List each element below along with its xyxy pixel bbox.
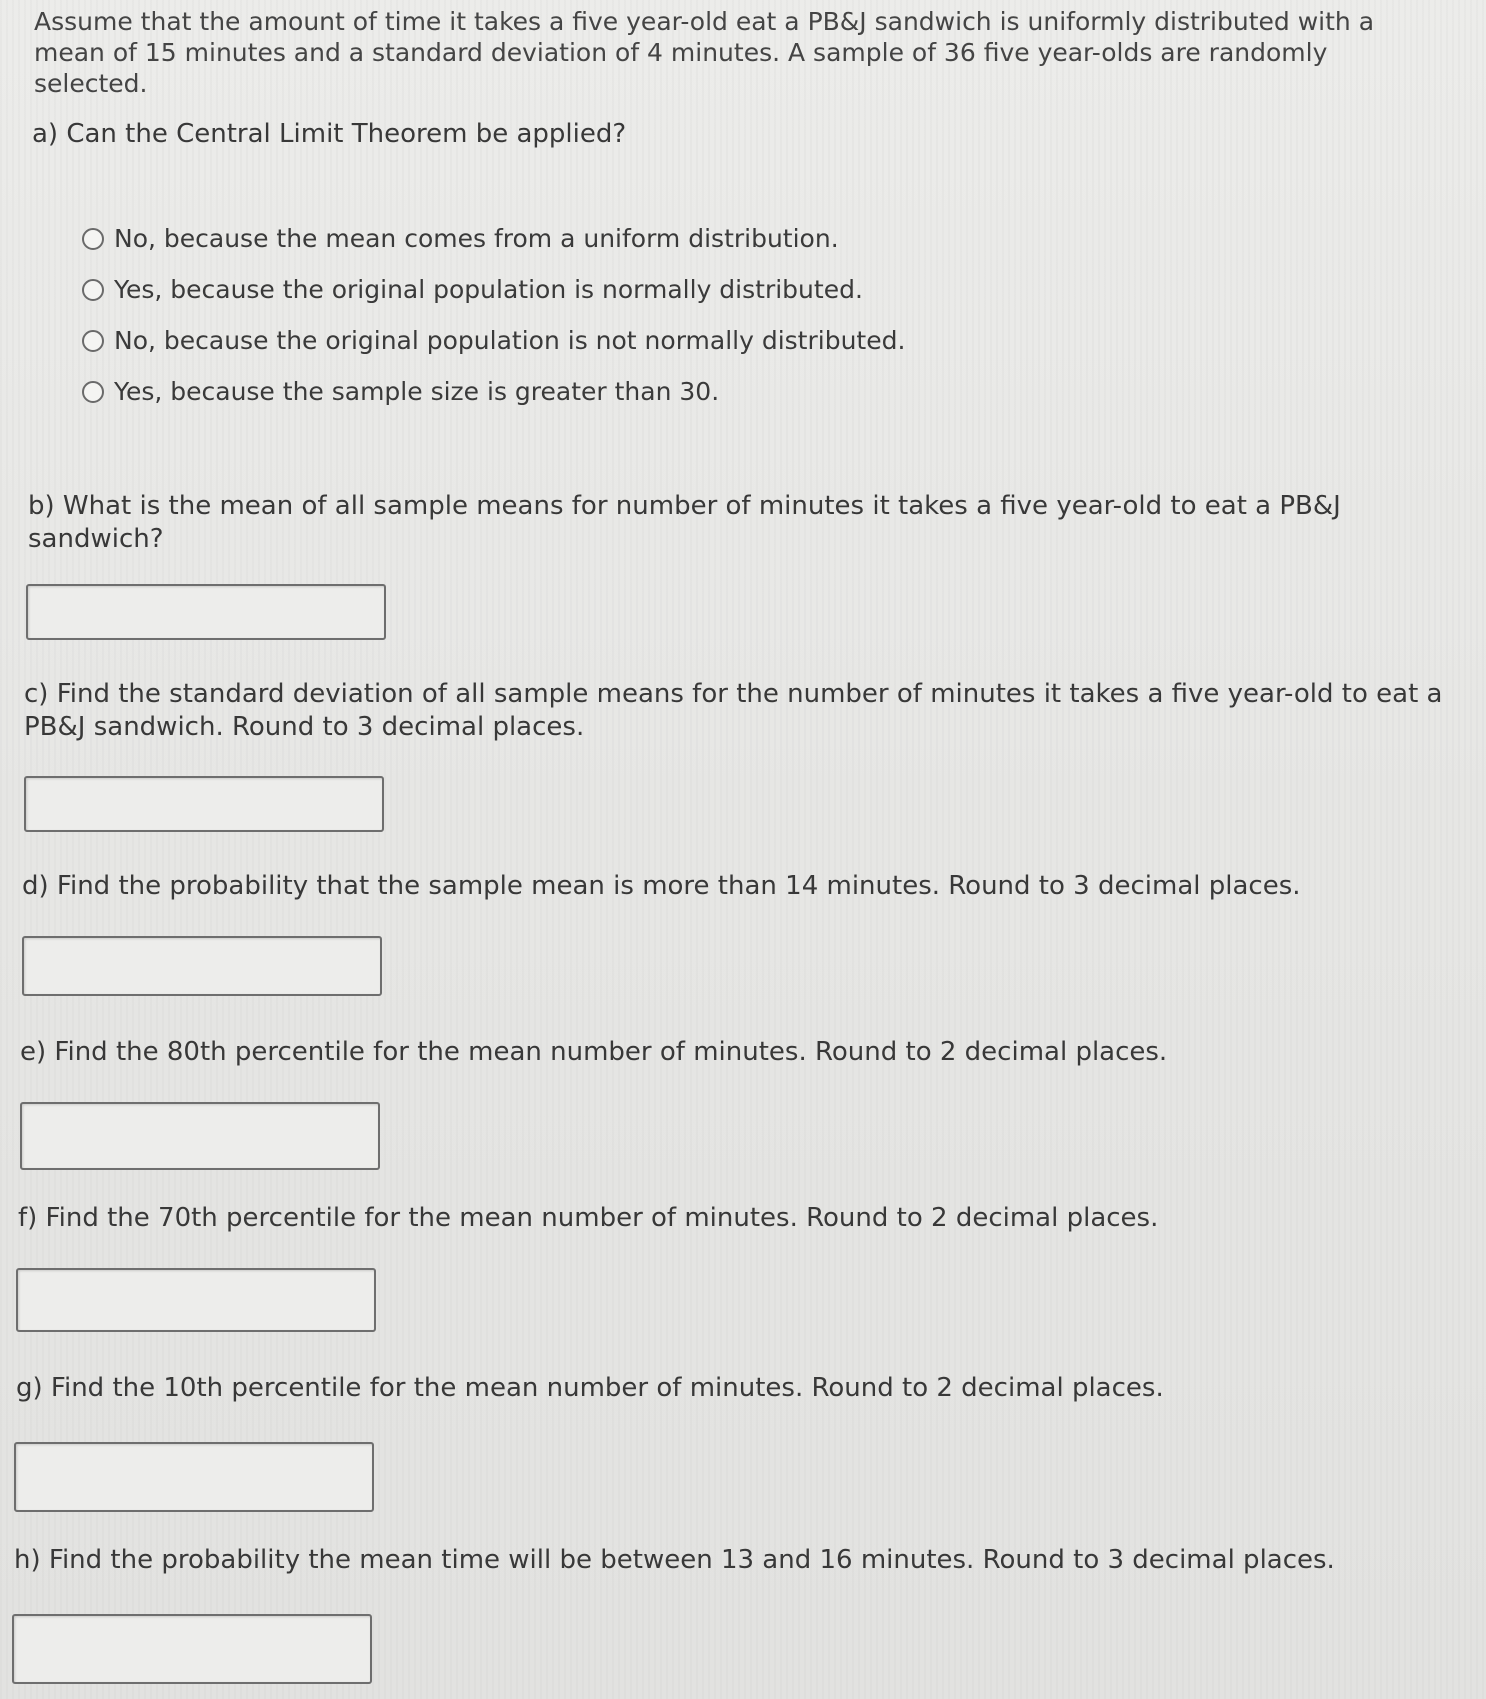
answer-c-input[interactable] xyxy=(24,776,384,832)
question-e: e) Find the 80th percentile for the mean number of minutes. Round to 2 decimal places. xyxy=(20,1037,1168,1067)
clt-options xyxy=(82,213,905,417)
question-a: a) Can the Central Limit Theorem be applied? xyxy=(32,119,627,149)
answer-e-input[interactable] xyxy=(20,1102,380,1170)
problem-intro: Assume that the amount of time it takes a five year-old eat a PB&J sandwich is uniformly distributed with a mean of 15 minutes and a standard deviation of 4 minutes. A sample of 36 five year-olds are randomly selected. xyxy=(34,7,1375,98)
option-a4[interactable] xyxy=(82,366,905,417)
radio-button[interactable] xyxy=(82,279,104,301)
option-a2[interactable] xyxy=(82,264,905,315)
question-g: g) Find the 10th percentile for the mean number of minutes. Round to 2 decimal places. xyxy=(16,1373,1164,1403)
answer-b-input[interactable] xyxy=(26,584,386,640)
answer-g-input[interactable] xyxy=(14,1442,374,1512)
question-f: f) Find the 70th percentile for the mean number of minutes. Round to 2 decimal places. xyxy=(18,1203,1159,1233)
option-label: Yes, because the sample size is greater than 30. xyxy=(114,377,720,406)
question-c: c) Find the standard deviation of all sample means for the number of minutes it takes a five year-old to eat a PB&J sandwich. Round to 3 decimal places. xyxy=(24,679,1443,742)
answer-h-input[interactable] xyxy=(12,1614,372,1684)
question-b: b) What is the mean of all sample means for number of minutes it takes a five year-old to eat a PB&J sandwich? xyxy=(28,491,1341,554)
radio-button[interactable] xyxy=(82,381,104,403)
radio-button[interactable] xyxy=(82,228,104,250)
answer-f-input[interactable] xyxy=(16,1268,376,1332)
question-d: d) Find the probability that the sample mean is more than 14 minutes. Round to 3 decimal places. xyxy=(22,871,1301,901)
radio-button[interactable] xyxy=(82,330,104,352)
option-a3[interactable] xyxy=(82,315,905,366)
option-label: Yes, because the original population is normally distributed. xyxy=(114,275,863,304)
option-a1[interactable] xyxy=(82,213,905,264)
option-label: No, because the mean comes from a uniform distribution. xyxy=(114,224,839,253)
option-label: No, because the original population is not normally distributed. xyxy=(114,326,906,355)
answer-d-input[interactable] xyxy=(22,936,382,996)
question-h: h) Find the probability the mean time will be between 13 and 16 minutes. Round to 3 decimal places. xyxy=(14,1545,1335,1575)
